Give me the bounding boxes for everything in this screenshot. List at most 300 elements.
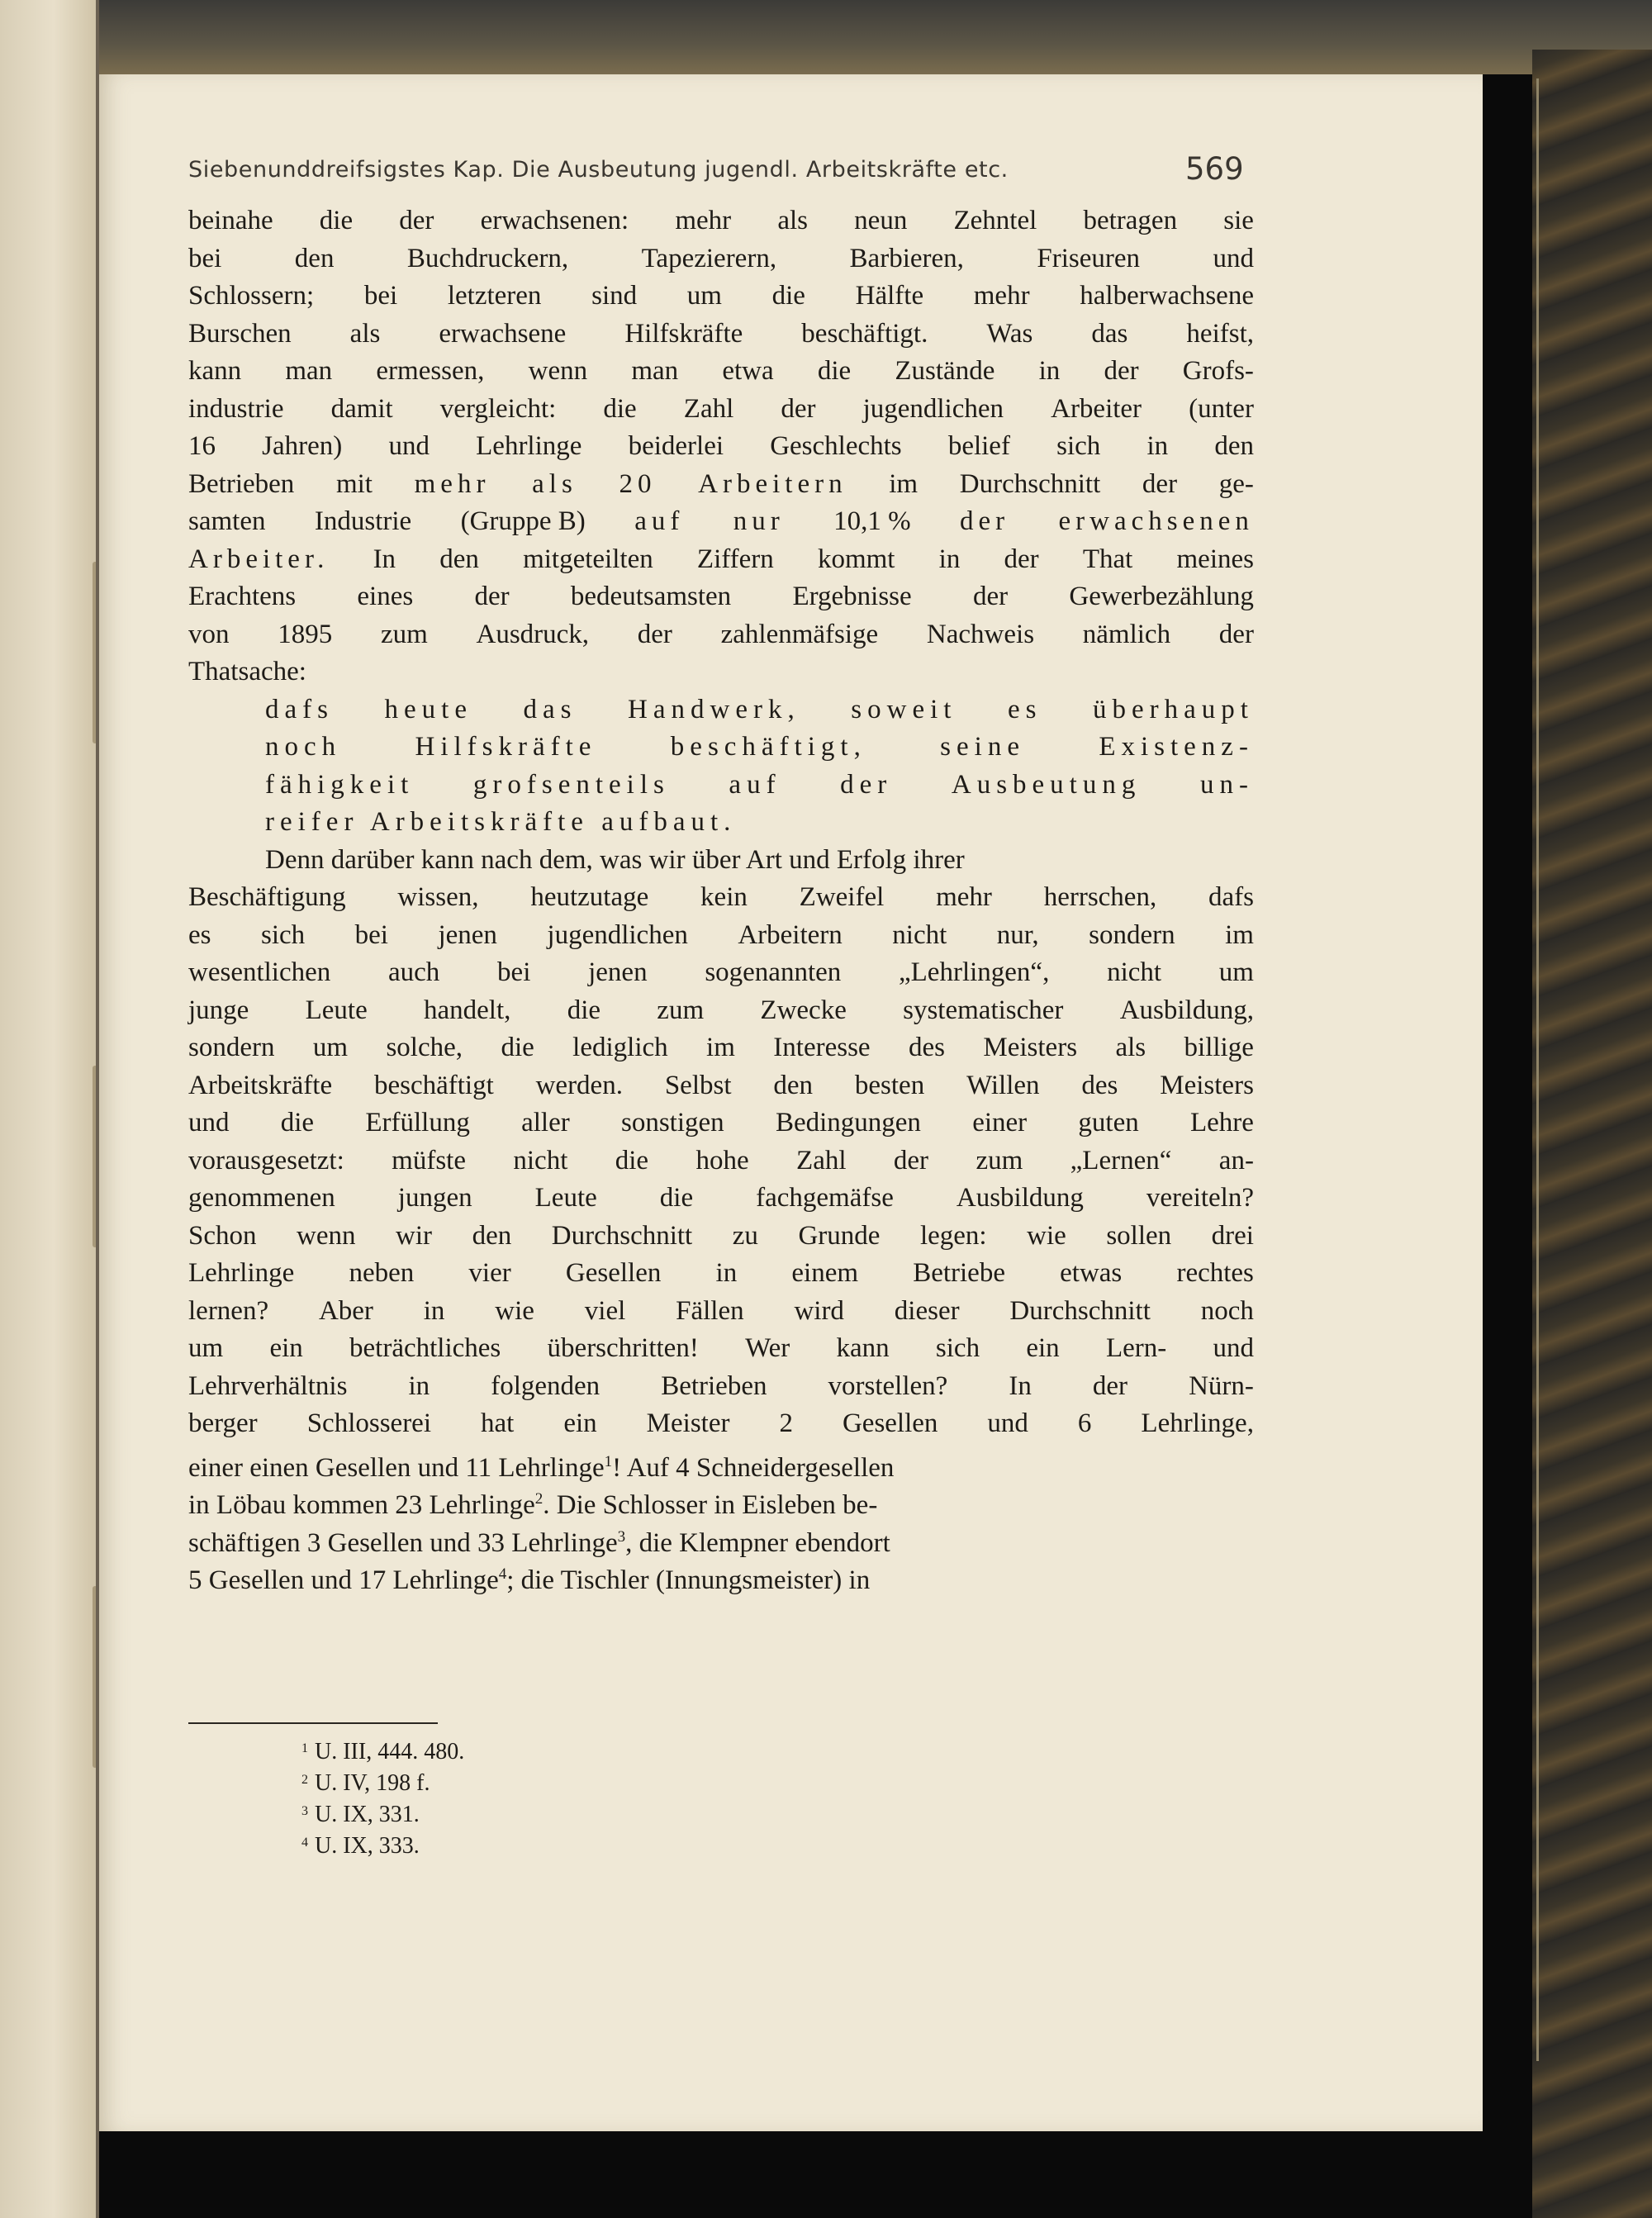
word: fähigkeit — [265, 769, 415, 800]
word: der — [399, 206, 434, 235]
word: kann — [188, 356, 242, 386]
word: vier — [468, 1258, 511, 1288]
word: Ergebnisse — [792, 582, 912, 611]
word: noch — [265, 732, 342, 762]
word: heutzutage — [530, 882, 649, 912]
word: der — [972, 582, 1009, 611]
word: beschäftigt, — [670, 732, 866, 762]
word: herrschen, — [1043, 882, 1157, 912]
word: etwa — [722, 356, 774, 386]
text-line — [188, 992, 1254, 1030]
word: und — [1213, 1333, 1254, 1363]
book-top-board — [99, 0, 1652, 74]
word: jungen — [397, 1183, 472, 1213]
word: Ausbildung — [956, 1183, 1084, 1213]
line-text: reifer Arbeitskräfte aufbaut. — [265, 807, 737, 837]
text-line — [188, 1104, 1254, 1142]
word: Ausbildung, — [1119, 995, 1254, 1025]
word: 20 — [619, 468, 657, 499]
word: dafs — [265, 694, 334, 724]
word: belief — [947, 431, 1010, 461]
word: (unter — [1189, 393, 1254, 424]
word: wie — [1027, 1220, 1066, 1251]
word: wir — [396, 1220, 433, 1251]
word: Schlosserei — [306, 1408, 431, 1438]
word: um — [1218, 957, 1254, 987]
text-line — [188, 1405, 1254, 1443]
word: nicht — [513, 1145, 568, 1175]
word: nämlich — [1082, 619, 1171, 649]
word: Jahren) — [262, 431, 343, 461]
word: vorausgesetzt: — [188, 1145, 344, 1175]
word: zum — [657, 995, 705, 1025]
word: Meister — [646, 1408, 730, 1438]
word: beinahe — [188, 206, 273, 235]
word: Tapezierern, — [641, 243, 777, 273]
word: in — [423, 1295, 445, 1326]
text-line — [188, 1293, 1254, 1331]
word: Zwecke — [760, 995, 847, 1025]
word: wird — [794, 1295, 844, 1326]
word: des — [908, 1033, 945, 1062]
word: die — [603, 393, 637, 424]
text-line — [188, 1180, 1254, 1218]
text-line — [188, 428, 1254, 466]
word: Lehre — [1190, 1108, 1254, 1137]
word: erwachsenen: — [480, 206, 629, 235]
footnote-text: U. IV, 198 f. — [315, 1770, 430, 1796]
word: fachgemäfse — [756, 1183, 894, 1213]
word: Zahl — [796, 1145, 847, 1175]
word: heute — [384, 694, 472, 724]
line-part: , die Klempner ebendort — [625, 1527, 890, 1558]
word: Hilfskräfte — [415, 732, 597, 762]
text-line — [188, 1067, 1254, 1105]
word: Durchschnitt — [551, 1220, 693, 1251]
word: samten — [188, 506, 266, 536]
blockquote — [188, 691, 1254, 805]
word: Meisters — [983, 1033, 1078, 1062]
word: man — [631, 356, 679, 386]
word: einer — [972, 1108, 1028, 1137]
line-text — [188, 1518, 890, 1556]
footnote-ref: 1 — [604, 1452, 613, 1470]
footnote — [301, 1798, 464, 1829]
word: Ziffern — [696, 544, 774, 574]
word: wenn — [297, 1220, 356, 1251]
text-line — [188, 278, 1254, 316]
line-part: in Löbau kommen 23 Lehrlinge — [188, 1490, 535, 1520]
word: der — [1092, 1370, 1128, 1401]
text-line — [188, 202, 1254, 240]
word: Durchschnitt — [959, 468, 1101, 499]
text-line — [188, 1480, 1254, 1518]
word: Erfüllung — [365, 1108, 470, 1137]
word: mehr — [973, 281, 1030, 311]
footnote-ref: 3 — [617, 1527, 626, 1546]
word: die — [280, 1108, 315, 1137]
word: wie — [495, 1295, 534, 1326]
word: und — [987, 1408, 1028, 1438]
word: überhaupt — [1093, 694, 1254, 724]
running-head: Siebenunddreifsigstes Kap. Die Ausbeutung jugendl. Arbeitskräfte etc. — [188, 157, 1009, 183]
footnote-text: U. IX, 331. — [315, 1802, 420, 1827]
word: jenen — [438, 919, 497, 950]
word: zu — [732, 1220, 758, 1251]
word: vorstellen? — [828, 1370, 948, 1401]
word: mit — [335, 468, 373, 499]
word: Wer — [745, 1333, 790, 1363]
word: als — [1115, 1033, 1146, 1062]
word: der — [1218, 619, 1254, 649]
text-line — [188, 240, 1254, 278]
text-line — [188, 917, 1254, 955]
word: der — [474, 582, 510, 611]
footnote-rule — [188, 1722, 438, 1724]
word: ermessen, — [376, 356, 485, 386]
word: grofsenteils — [472, 769, 670, 800]
word: rechtes — [1176, 1258, 1254, 1288]
word: Zweifel — [799, 882, 885, 912]
word: sich — [1056, 431, 1101, 461]
word: auch — [388, 957, 440, 987]
word: der — [781, 393, 816, 424]
word: hohe — [695, 1145, 749, 1175]
word: 2 — [779, 1408, 793, 1438]
word: Grunde — [798, 1220, 881, 1251]
word: jugendlichen — [547, 919, 688, 950]
text-line — [188, 316, 1254, 354]
word: sie — [1223, 206, 1254, 235]
word: industrie — [188, 393, 284, 424]
word: als — [349, 318, 381, 349]
word: soweit — [851, 694, 957, 724]
word: Leute — [534, 1183, 597, 1213]
word: sind — [591, 281, 638, 311]
word: dieser — [894, 1295, 960, 1326]
text-line — [188, 1368, 1254, 1406]
word: Arbeitern — [698, 468, 847, 499]
word: lediglich — [572, 1033, 668, 1062]
word: lernen? — [188, 1295, 269, 1326]
word: als — [777, 206, 808, 235]
word: auf — [634, 506, 685, 536]
word: man — [285, 356, 333, 386]
word: jugendlichen — [862, 393, 1004, 424]
paragraph-1 — [188, 202, 1254, 653]
word: aller — [521, 1108, 570, 1137]
word: auf — [729, 769, 781, 800]
text-line — [188, 954, 1254, 992]
word: „Lehrlingen“, — [899, 957, 1050, 987]
word: systematischer — [903, 995, 1064, 1025]
word: es — [1007, 694, 1042, 724]
word: an- — [1218, 1145, 1254, 1175]
word: der — [1004, 544, 1039, 574]
word: Gewerbezählung — [1069, 582, 1254, 611]
word: mehr — [675, 206, 732, 235]
word: im — [706, 1033, 735, 1062]
word: in — [1038, 356, 1061, 386]
word: Bedingungen — [775, 1108, 921, 1137]
word: Interesse — [773, 1033, 871, 1062]
text-line — [188, 1443, 1254, 1481]
word: Arbeitskräfte — [188, 1070, 333, 1100]
word: beschäftigt. — [801, 318, 928, 349]
word: der — [840, 769, 893, 800]
word: Arbeitern — [738, 919, 843, 950]
word: Fällen — [676, 1295, 744, 1326]
word: legen: — [919, 1220, 987, 1251]
word: Lern- — [1105, 1333, 1167, 1363]
word: neun — [854, 206, 908, 235]
line-text: Thatsache: — [188, 657, 306, 686]
body-text — [188, 202, 1254, 1593]
word: und — [1213, 243, 1254, 273]
word: der — [1104, 356, 1139, 386]
word: Existenz- — [1099, 732, 1254, 762]
word: betragen — [1083, 206, 1178, 235]
word: besten — [854, 1070, 925, 1100]
word: nur, — [996, 919, 1039, 950]
word: bei — [354, 919, 388, 950]
word: zum — [976, 1145, 1023, 1175]
word: müfste — [392, 1145, 466, 1175]
word: beträchtliches — [349, 1333, 501, 1363]
word: 6 — [1077, 1408, 1092, 1438]
word: (Gruppe B) — [460, 506, 586, 536]
word: 1895 — [278, 619, 333, 649]
text-line — [188, 541, 1254, 579]
word: solche, — [386, 1033, 463, 1062]
word: Was — [986, 318, 1033, 349]
word: bei — [363, 281, 398, 311]
word: heifst, — [1186, 318, 1254, 349]
word: den — [1214, 431, 1254, 461]
footnote-number: 1 — [301, 1741, 308, 1755]
word: kann — [836, 1333, 890, 1363]
text-line — [188, 729, 1254, 767]
word: 10,1 % — [833, 506, 911, 536]
word: um — [686, 281, 722, 311]
footnote-ref: 4 — [498, 1565, 507, 1583]
word: in — [1146, 431, 1169, 461]
word: ein — [269, 1333, 303, 1363]
word: den — [294, 243, 335, 273]
word: „Lernen“ — [1070, 1145, 1172, 1175]
word: In — [1009, 1370, 1032, 1401]
word: Hälfte — [855, 281, 924, 311]
word: That — [1082, 544, 1133, 574]
word: Meisters — [1160, 1070, 1254, 1100]
footnotes — [301, 1735, 464, 1860]
word: einem — [791, 1258, 859, 1288]
word: wissen, — [397, 882, 479, 912]
word: sich — [260, 919, 306, 950]
word: der — [637, 619, 672, 649]
word: bei — [188, 243, 222, 273]
text-line — [188, 578, 1254, 616]
word: werden. — [535, 1070, 623, 1100]
word: und — [188, 1108, 230, 1137]
word: Betriebe — [913, 1258, 1005, 1288]
word: Gesellen — [565, 1258, 662, 1288]
word: Durchschnitt — [1009, 1295, 1151, 1326]
word: es — [188, 919, 211, 950]
text-line — [188, 1555, 1254, 1593]
word: Betrieben — [661, 1370, 767, 1401]
text-line — [188, 391, 1254, 429]
word: in — [408, 1370, 430, 1401]
word: Buchdruckern, — [406, 243, 569, 273]
word: letzteren — [447, 281, 542, 311]
word: Gesellen — [842, 1408, 938, 1438]
text-line — [188, 1330, 1254, 1368]
word: im — [1225, 919, 1254, 950]
word: billige — [1184, 1033, 1254, 1062]
word: beschäftigt — [373, 1070, 494, 1100]
word: guten — [1078, 1108, 1139, 1137]
word: sich — [935, 1333, 980, 1363]
line-part: schäftigen 3 Gesellen und 33 Lehrlinge — [188, 1527, 618, 1558]
word: jenen — [588, 957, 648, 987]
word: Selbst — [664, 1070, 732, 1100]
word: nicht — [892, 919, 947, 950]
word: des — [1081, 1070, 1118, 1100]
word: hat — [481, 1408, 515, 1438]
word: wenn — [528, 356, 588, 386]
word: Nachweis — [926, 619, 1035, 649]
marbled-cover — [1532, 50, 1652, 2218]
word: mitgeteilten — [523, 544, 653, 574]
text-line — [188, 767, 1254, 805]
word: un- — [1199, 769, 1254, 800]
text-line — [188, 616, 1254, 654]
line-text — [188, 1555, 870, 1593]
footnote — [301, 1735, 464, 1766]
word: Hilfskräfte — [624, 318, 743, 349]
word: vergleicht: — [439, 393, 557, 424]
word: Aber — [318, 1295, 373, 1326]
word: ge- — [1218, 468, 1254, 499]
word: die — [319, 206, 354, 235]
word: Nürn- — [1189, 1370, 1254, 1401]
footnote-ref: 2 — [534, 1490, 544, 1508]
word: in — [938, 544, 961, 574]
word: Handwerk, — [628, 694, 800, 724]
footnote-number: 2 — [301, 1773, 308, 1787]
word: Ausbeutung — [951, 769, 1142, 800]
word: die — [501, 1033, 534, 1062]
page-number: 569 — [1185, 151, 1244, 187]
word: die — [567, 995, 601, 1025]
word: kommt — [817, 544, 895, 574]
word: dafs — [1208, 882, 1254, 912]
word: Lehrverhältnis — [188, 1370, 348, 1401]
line-text — [188, 1443, 894, 1481]
word: das — [1091, 318, 1128, 349]
word: Burschen — [188, 318, 292, 349]
word: Lehrlinge — [188, 1258, 295, 1288]
line-text — [188, 1480, 877, 1518]
text-line — [188, 842, 1254, 880]
word: sondern — [1089, 919, 1175, 950]
word: die — [659, 1183, 694, 1213]
word: wesentlichen — [188, 957, 331, 987]
word: genommenen — [188, 1183, 335, 1213]
word: den — [773, 1070, 814, 1100]
word: seine — [940, 732, 1025, 762]
word: die — [771, 281, 805, 311]
word: Grofs- — [1182, 356, 1254, 386]
text-line — [188, 1518, 1254, 1556]
text-line — [188, 691, 1254, 729]
word: ein — [563, 1408, 597, 1438]
word: sondern — [188, 1033, 275, 1062]
footnote — [301, 1829, 464, 1860]
line-part: ; die Tischler (Innungsmeister) in — [506, 1565, 871, 1595]
word: halberwachsene — [1080, 281, 1254, 311]
text-line — [188, 1255, 1254, 1293]
word: Betrieben — [188, 468, 295, 499]
word: im — [889, 468, 919, 499]
word: das — [523, 694, 577, 724]
word: die — [615, 1145, 649, 1175]
word: Zustände — [895, 356, 995, 386]
word: Willen — [966, 1070, 1040, 1100]
word: junge — [188, 995, 249, 1025]
word: neben — [349, 1258, 415, 1288]
word: beiderlei — [628, 431, 724, 461]
footnote-number: 3 — [301, 1804, 308, 1818]
word: Arbeiter. — [188, 544, 330, 574]
word: erwachsene — [439, 318, 567, 349]
footnote-text: U. III, 444. 480. — [315, 1739, 465, 1764]
book-gutter — [0, 0, 97, 2218]
word: von — [188, 619, 230, 649]
word: handelt, — [424, 995, 511, 1025]
word: nicht — [1107, 957, 1162, 987]
line-part: ! Auf 4 Schneidergesellen — [612, 1452, 895, 1483]
word: bei — [497, 957, 531, 987]
word: Lehrlinge — [476, 431, 582, 461]
footnote-number: 4 — [301, 1836, 308, 1850]
word: Barbieren, — [849, 243, 964, 273]
word: berger — [188, 1408, 258, 1438]
text-line — [188, 353, 1254, 391]
text-line — [188, 466, 1254, 504]
word: und — [388, 431, 430, 461]
word: kein — [700, 882, 748, 912]
paragraph-2 — [188, 879, 1254, 1443]
word: Zahl — [683, 393, 734, 424]
text-line — [188, 1029, 1254, 1067]
text-line — [188, 653, 1254, 691]
word: Schlossern; — [188, 281, 315, 311]
word: ein — [1026, 1333, 1060, 1363]
word: erwachsenen — [1058, 506, 1254, 536]
word: Schon — [188, 1220, 257, 1251]
word: sollen — [1106, 1220, 1172, 1251]
word: mehr — [936, 882, 992, 912]
word: Beschäftigung — [188, 882, 346, 912]
text-line — [188, 1218, 1254, 1256]
word: drei — [1211, 1220, 1254, 1251]
text-line — [188, 503, 1254, 541]
word: Friseuren — [1037, 243, 1141, 273]
word: als — [532, 468, 577, 499]
footnote-text: U. IX, 333. — [315, 1833, 420, 1859]
